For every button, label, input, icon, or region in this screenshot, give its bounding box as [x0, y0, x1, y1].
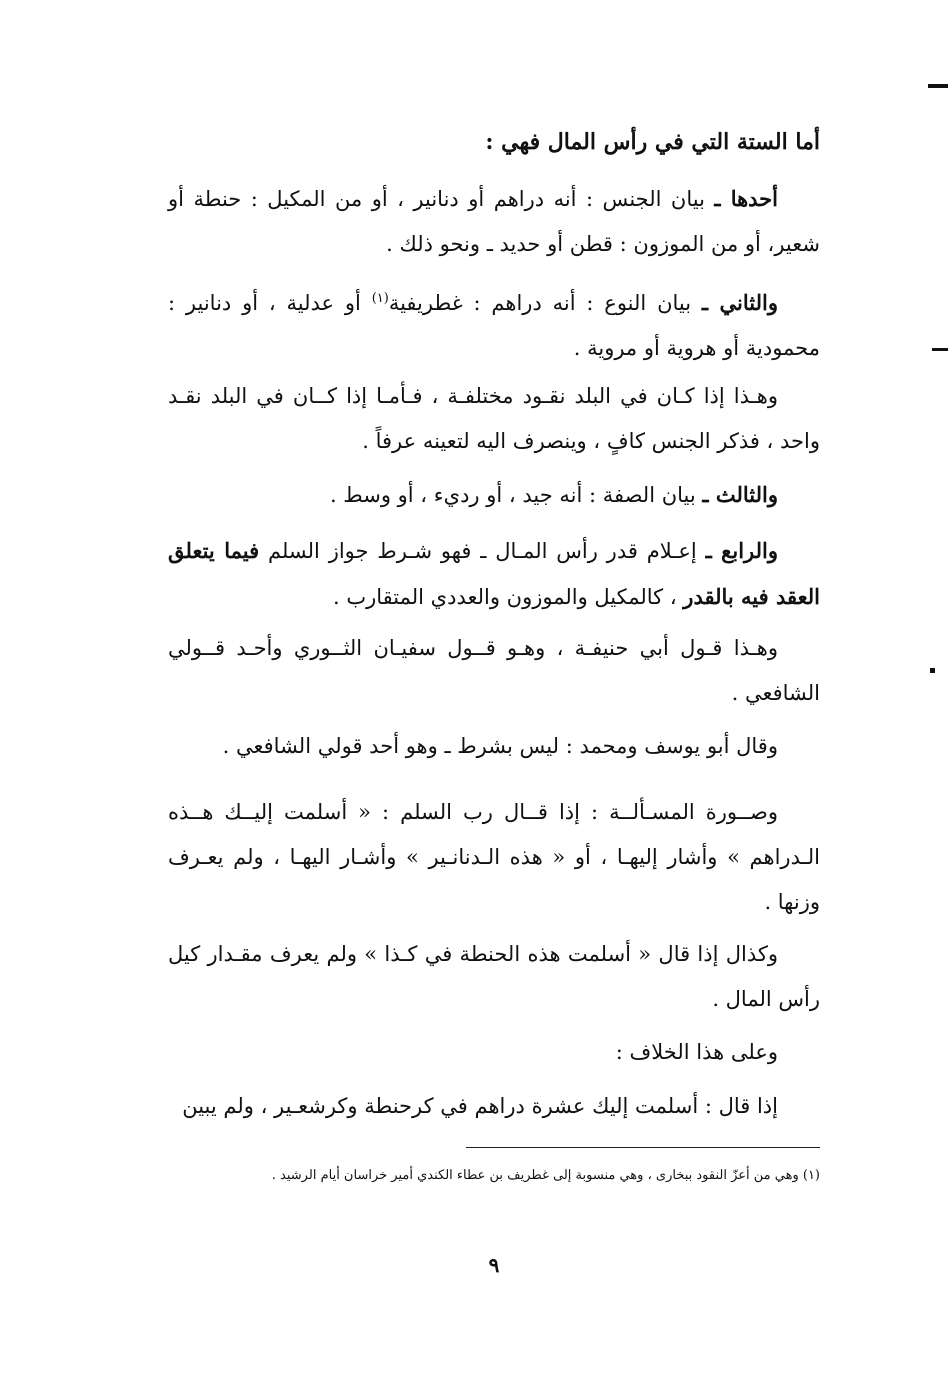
- footnote-marker: (١): [371, 291, 389, 306]
- paragraph-5: [168, 528, 820, 620]
- paragraph-1: [168, 176, 820, 267]
- scan-edge-mark-dot: [930, 668, 935, 673]
- paragraph-7: وقال أبو يوسف ومحمد : ليس بشرط ـ وهو أحد قولي الشافعي .: [222, 734, 778, 758]
- page-number: ٩: [488, 1253, 500, 1277]
- paragraph-5-bold: فيما يتعلق العقد فيه بالقدر: [168, 538, 820, 609]
- paragraph-5-text-cont: ، كالمكيل والموزون والعددي المتقارب .: [332, 585, 684, 609]
- paragraph-3: وهـذا إذا كـان في البلد نقـود مختلفـة ، فـأمـا إذا كــان في البلد نقـد واحد ، فذكر الجنس كافٍ ، وينصرف اليه لتعينه عرفاً .: [168, 384, 820, 453]
- paragraph-1-lead: أحدها ـ: [714, 186, 779, 211]
- scan-edge-mark-middle: [932, 348, 948, 351]
- scan-edge-mark-top: [928, 84, 948, 88]
- paragraph-2-text: بيان النوع : أنه دراهم : غطريفية: [388, 291, 702, 315]
- paragraph-4-text: بيان الصفة : أنه جيد ، أو رديء ، أو وسط .: [329, 483, 703, 507]
- paragraph-10: وعلى هذا الخلاف :: [615, 1040, 778, 1064]
- paragraph-5-lead: والرابع ـ: [705, 538, 778, 563]
- paragraph-4: [168, 472, 820, 518]
- footnote-divider: [466, 1147, 820, 1148]
- paragraph-11: إذا قال : أسلمت إليك عشرة دراهم في كرحنطة وكرشعـير ، ولم يبين: [182, 1094, 778, 1118]
- paragraph-5-text: إعـلام قدر رأس المـال ـ فهو شـرط جواز السلم: [259, 539, 706, 563]
- paragraph-9: وكذال إذا قال « أسلمت هذه الحنطة في كـذا » ولم يعرف مقـدار كيل رأس المال .: [168, 942, 820, 1011]
- paragraph-1-text: بيان الجنس : أنه دراهم أو دنانير ، أو من المكيل : حنطة أو شعير، أو من الموزون : قطن أو حديد ـ ونحو ذلك .: [168, 187, 820, 256]
- footnote: (١) وهي من أعزّ النقود ببخارى ، وهي منسوبة إلى غطريف بن عطاء الكندي أمير خراسان أيام الرشيد .: [271, 1168, 820, 1183]
- paragraph-6: وهـذا قـول أبي حنيفـة ، وهـو قــول سفيـان الثــوري وأحـد قــولي الشافعي .: [168, 636, 820, 705]
- paragraph-2-text-cont: أو عدلية ، أو دنانير : محمودية أو هروية أو مروية .: [168, 291, 820, 360]
- section-heading: أما الستة التي في رأس المال فهي :: [485, 129, 820, 155]
- paragraph-2: [168, 276, 820, 371]
- paragraph-4-lead: والثالث ـ: [702, 482, 778, 507]
- paragraph-2-lead: والثاني ـ: [701, 290, 778, 315]
- paragraph-8: وصــورة المسـألــة : إذا قــال رب السلم : « أسلمت إليــك هــذه الـدراهم » وأشار إليهـا ، أو « هذه الـدنانـير » وأشـار اليهـا ، ولم يعـرف وزنها .: [168, 800, 820, 914]
